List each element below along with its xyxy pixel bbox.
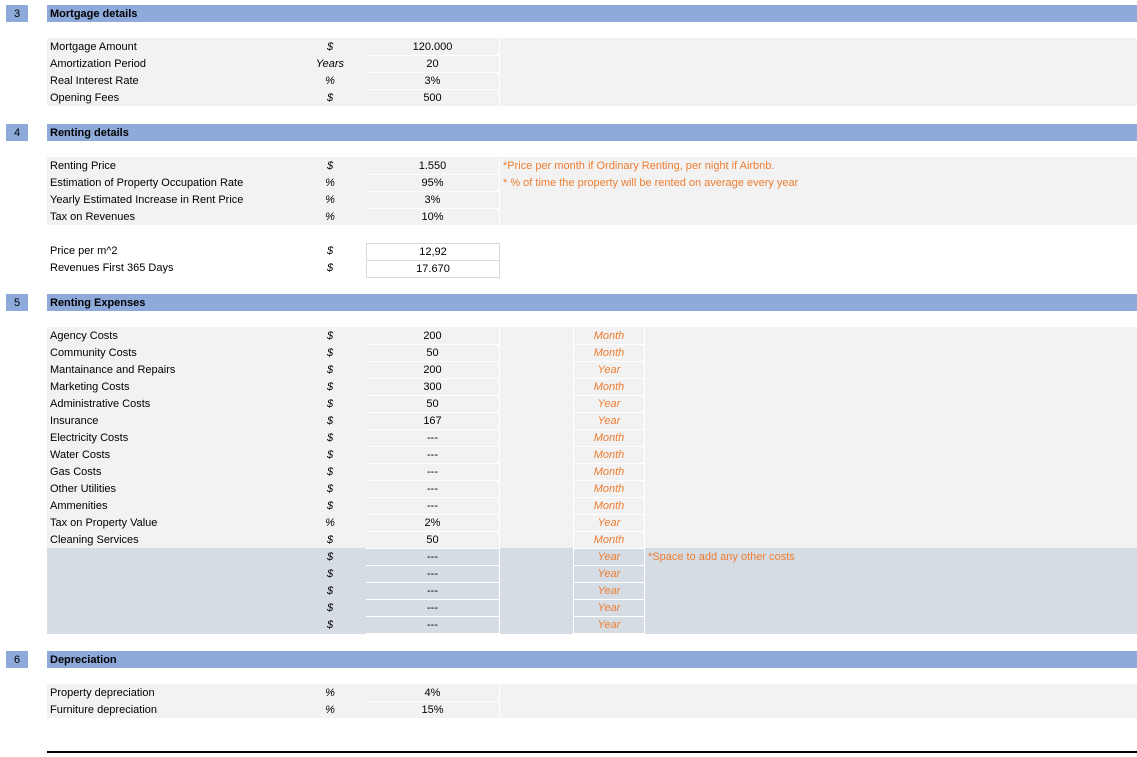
unit-label: $ <box>326 245 334 257</box>
row-label: Water Costs <box>50 449 111 461</box>
value-cell[interactable]: 500 <box>366 90 500 107</box>
value-cell[interactable]: 200 <box>366 362 500 379</box>
table-row <box>0 192 1137 209</box>
row-label: Price per m^2 <box>50 245 118 257</box>
value-cell[interactable]: 200 <box>366 328 500 345</box>
row-label: Ammenities <box>50 500 108 512</box>
row-label: Mantainance and Repairs <box>50 364 176 376</box>
row-label: Yearly Estimated Increase in Rent Price <box>50 194 244 206</box>
row-label: Cleaning Services <box>50 534 139 546</box>
period-cell[interactable]: Month <box>573 532 645 549</box>
table-row <box>0 430 1137 447</box>
value-cell[interactable]: 17.670 <box>366 260 500 278</box>
unit-label: % <box>325 517 335 529</box>
unit-label: $ <box>326 398 334 410</box>
table-row <box>0 447 1137 464</box>
table-row <box>0 90 1137 107</box>
table-row <box>0 532 1137 549</box>
unit-label: $ <box>326 585 334 597</box>
value-cell[interactable]: --- <box>366 583 500 600</box>
unit-label: $ <box>326 449 334 461</box>
row-label: Amortization Period <box>50 58 146 70</box>
value-cell[interactable]: --- <box>366 481 500 498</box>
table-row <box>0 685 1137 702</box>
unit-label: $ <box>326 381 334 393</box>
value-cell[interactable]: --- <box>366 549 500 566</box>
row-label: Electricity Costs <box>50 432 129 444</box>
period-cell[interactable]: Month <box>573 430 645 447</box>
unit-label: $ <box>326 500 334 512</box>
period-cell[interactable]: Year <box>573 549 645 566</box>
table-row <box>0 158 1137 175</box>
section-title: Renting details <box>50 126 129 139</box>
value-cell[interactable]: 3% <box>366 73 500 90</box>
row-label: Community Costs <box>50 347 137 359</box>
section-header-mortgage <box>47 5 1137 22</box>
row-label: Agency Costs <box>50 330 118 342</box>
table-row <box>0 566 1137 583</box>
section-number: 3 <box>6 5 28 22</box>
row-label: Gas Costs <box>50 466 102 478</box>
row-label: Administrative Costs <box>50 398 151 410</box>
unit-label: $ <box>326 364 334 376</box>
table-row <box>0 260 1137 277</box>
unit-label: $ <box>326 160 334 172</box>
value-cell[interactable]: 50 <box>366 345 500 362</box>
table-row <box>0 379 1137 396</box>
period-cell[interactable]: Month <box>573 481 645 498</box>
value-cell[interactable]: 3% <box>366 192 500 209</box>
table-row <box>0 498 1137 515</box>
value-cell[interactable]: 1.550 <box>366 158 500 175</box>
period-cell[interactable]: Month <box>573 328 645 345</box>
row-label: Real Interest Rate <box>50 75 139 87</box>
value-cell[interactable]: 120.000 <box>366 39 500 56</box>
value-cell[interactable]: 20 <box>366 56 500 73</box>
unit-label: % <box>325 177 335 189</box>
table-row <box>0 464 1137 481</box>
unit-label: $ <box>326 432 334 444</box>
table-row <box>0 56 1137 73</box>
unit-label: Years <box>315 58 345 70</box>
table-row <box>0 702 1137 719</box>
period-cell[interactable]: Year <box>573 617 645 634</box>
period-cell[interactable]: Month <box>573 464 645 481</box>
section-header-renting <box>47 124 1137 141</box>
unit-label: % <box>325 211 335 223</box>
value-cell[interactable]: --- <box>366 498 500 515</box>
value-cell[interactable]: --- <box>366 447 500 464</box>
value-cell[interactable]: --- <box>366 464 500 481</box>
table-row <box>0 175 1137 192</box>
unit-label: $ <box>326 568 334 580</box>
period-cell[interactable]: Month <box>573 345 645 362</box>
row-label: Marketing Costs <box>50 381 130 393</box>
value-cell[interactable]: --- <box>366 617 500 634</box>
unit-label: $ <box>326 483 334 495</box>
note-text: *Price per month if Ordinary Renting, per night if Airbnb. <box>503 160 775 172</box>
table-row <box>0 617 1137 634</box>
unit-label: $ <box>326 551 334 563</box>
note-text: * % of time the property will be rented on average every year <box>503 177 799 189</box>
unit-label: $ <box>326 41 334 53</box>
unit-label: $ <box>326 262 334 274</box>
value-cell[interactable]: 300 <box>366 379 500 396</box>
period-cell[interactable]: Year <box>573 566 645 583</box>
period-cell[interactable]: Year <box>573 515 645 532</box>
table-row <box>0 243 1137 260</box>
value-cell[interactable]: --- <box>366 430 500 447</box>
table-row <box>0 328 1137 345</box>
section-number: 5 <box>6 294 28 311</box>
value-cell[interactable]: 4% <box>366 685 500 702</box>
row-label: Tax on Revenues <box>50 211 135 223</box>
unit-label: $ <box>326 92 334 104</box>
table-row <box>0 345 1137 362</box>
value-cell[interactable]: 10% <box>366 209 500 226</box>
section-title: Depreciation <box>50 653 117 666</box>
section-header-expenses <box>47 294 1137 311</box>
table-row <box>0 481 1137 498</box>
unit-label: % <box>325 75 335 87</box>
section-number: 6 <box>6 651 28 668</box>
section-header-depreciation <box>47 651 1137 668</box>
period-cell[interactable]: Month <box>573 379 645 396</box>
table-row <box>0 515 1137 532</box>
period-cell[interactable]: Year <box>573 413 645 430</box>
row-label: Mortgage Amount <box>50 41 137 53</box>
table-row <box>0 362 1137 379</box>
period-cell[interactable]: Year <box>573 396 645 413</box>
divider <box>47 751 1137 753</box>
row-label: Tax on Property Value <box>50 517 158 529</box>
unit-label: $ <box>326 619 334 631</box>
row-label: Furniture depreciation <box>50 704 158 716</box>
table-row <box>0 583 1137 600</box>
table-row <box>0 413 1137 430</box>
value-cell[interactable]: 15% <box>366 702 500 719</box>
unit-label: % <box>325 687 335 699</box>
value-cell[interactable]: 12,92 <box>366 243 500 261</box>
value-cell[interactable]: --- <box>366 600 500 617</box>
row-label: Opening Fees <box>50 92 120 104</box>
table-row <box>0 549 1137 566</box>
unit-label: $ <box>326 602 334 614</box>
period-cell[interactable]: Year <box>573 600 645 617</box>
table-row <box>0 209 1137 226</box>
row-label: Estimation of Property Occupation Rate <box>50 177 244 189</box>
row-label: Property depreciation <box>50 687 155 699</box>
unit-label: $ <box>326 415 334 427</box>
period-cell[interactable]: Year <box>573 583 645 600</box>
row-label: Other Utilities <box>50 483 117 495</box>
unit-label: $ <box>326 534 334 546</box>
row-label: Insurance <box>50 415 99 427</box>
table-row <box>0 39 1137 56</box>
period-cell[interactable]: Month <box>573 498 645 515</box>
unit-label: $ <box>326 330 334 342</box>
value-cell[interactable]: 2% <box>366 515 500 532</box>
unit-label: $ <box>326 466 334 478</box>
row-label: Renting Price <box>50 160 117 172</box>
row-label: Revenues First 365 Days <box>50 262 174 274</box>
table-row <box>0 396 1137 413</box>
section-title: Renting Expenses <box>50 296 146 309</box>
table-row <box>0 600 1137 617</box>
period-cell[interactable]: Year <box>573 362 645 379</box>
value-cell[interactable]: 95% <box>366 175 500 192</box>
note-text: *Space to add any other costs <box>648 551 795 563</box>
value-cell[interactable]: 167 <box>366 413 500 430</box>
section-title: Mortgage details <box>50 7 138 20</box>
unit-label: $ <box>326 347 334 359</box>
section-number: 4 <box>6 124 28 141</box>
value-cell[interactable]: --- <box>366 566 500 583</box>
unit-label: % <box>325 194 335 206</box>
period-cell[interactable]: Month <box>573 447 645 464</box>
unit-label: % <box>325 704 335 716</box>
value-cell[interactable]: 50 <box>366 396 500 413</box>
table-row <box>0 73 1137 90</box>
value-cell[interactable]: 50 <box>366 532 500 549</box>
